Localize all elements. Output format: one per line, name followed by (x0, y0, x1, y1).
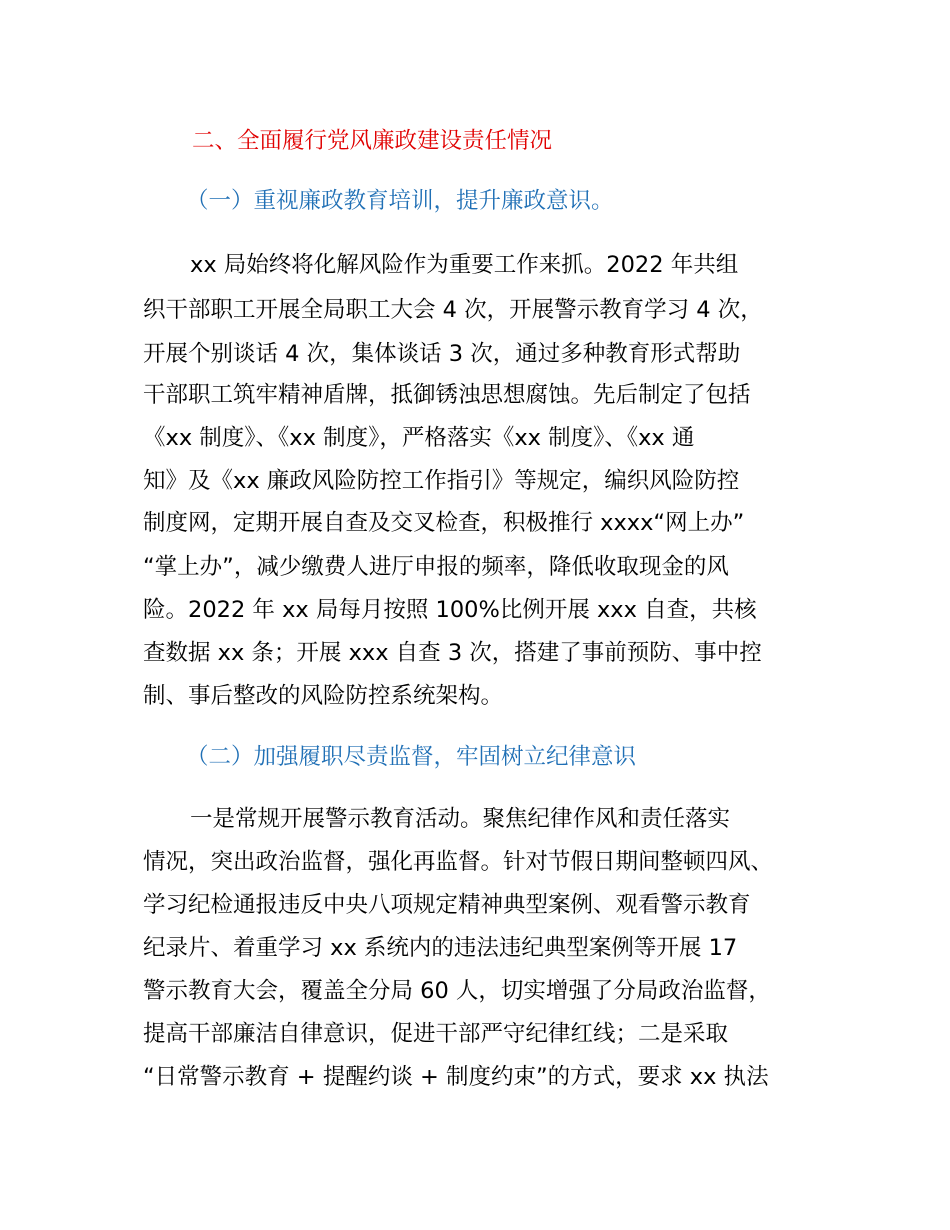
paragraph-line: 情况，突出政治监督，强化再监督。针对节假日期间整顿四风、 (143, 849, 774, 875)
paragraph-line: 警示教育大会，覆盖全分局 60 人，切实增强了分局政治监督， (143, 978, 771, 1004)
paragraph-line: 开展个别谈话 4 次，集体谈话 3 次，通过多种教育形式帮助 (143, 341, 741, 367)
paragraph-line: xx 局始终将化解风险作为重要工作来抓。2022 年共组 (190, 252, 739, 278)
paragraph-line: 织干部职工开展全局职工大会 4 次，开展警示教育学习 4 次， (143, 297, 763, 323)
paragraph-line: 《xx 制度》、《xx 制度》，严格落实《xx 制度》、《xx 通 (143, 425, 695, 451)
paragraph-line: 知》及《xx 廉政风险防控工作指引》等规定，编织风险防控 (143, 468, 740, 494)
paragraph-line: 制度网，定期开展自查及交叉检查，积极推行 xxxx“网上办” (143, 510, 745, 536)
paragraph-line: 制、事后整改的风险防控系统架构。 (143, 683, 504, 709)
paragraph-line: “日常警示教育 + 提醒约谈 + 制度约束”的方式，要求 xx 执法 (143, 1064, 769, 1090)
paragraph-line: 险。2022 年 xx 局每月按照 100%比例开展 xxx 自查，共核 (143, 597, 757, 623)
paragraph-line: 查数据 xx 条；开展 xxx 自查 3 次，搭建了事前预防、事中控 (143, 640, 762, 666)
section-title: 二、全面履行党风廉政建设责任情况 (192, 128, 553, 154)
paragraph-line: 学习纪检通报违反中央八项规定精神典型案例、观看警示教育 (143, 892, 751, 918)
paragraph-line: “掌上办”，减少缴费人进厅申报的频率，降低收取现金的风 (143, 554, 729, 580)
subsection-1-title: （一）重视廉政教育培训，提升廉政意识。 (186, 188, 614, 214)
paragraph-line: 干部职工筑牢精神盾牌，抵御锈浊思想腐蚀。先后制定了包括 (143, 382, 751, 408)
paragraph-line: 纪录片、着重学习 xx 系统内的违法违纪典型案例等开展 17 (143, 935, 738, 961)
subsection-2-title: （二）加强履职尽责监督，牢固树立纪律意识 (186, 744, 637, 770)
paragraph-line: 提高干部廉洁自律意识，促进干部严守纪律红线；二是采取 (143, 1021, 729, 1047)
paragraph-line: 一是常规开展警示教育活动。聚焦纪律作风和责任落实 (190, 806, 731, 832)
